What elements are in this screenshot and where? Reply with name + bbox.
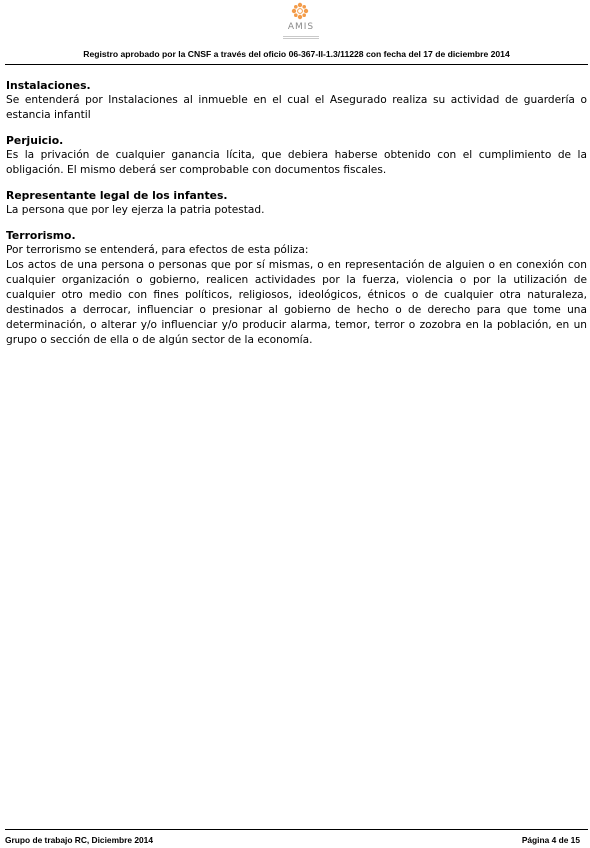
section-perjuicio [6, 133, 587, 178]
section-terrorismo [6, 228, 587, 348]
footer-divider [5, 829, 588, 830]
header-divider [5, 64, 588, 65]
section-representante-legal [6, 188, 587, 218]
section-paragraph: Se entenderá por Instalaciones al inmueble en el cual el Asegurado realiza su actividad de guardería o estancia infantil [6, 94, 587, 121]
logo-tagline [279, 35, 323, 39]
section-paragraph: La persona que por ley ejerza la patria potestad. [6, 204, 265, 216]
footer-group: Grupo de trabajo RC, Diciembre 2014 [5, 835, 154, 845]
section-instalaciones [6, 78, 587, 123]
section-title: Representante legal de los infantes. [6, 189, 228, 202]
page-number: Página 4 de 15 [521, 835, 580, 845]
section-title: Terrorismo. [6, 229, 76, 242]
section-title: Instalaciones. [6, 79, 91, 92]
section-paragraph: Es la privación de cualquier ganancia lícita, que debiera haberse obtenido con el cumplimiento de la obligación. El mismo deberá ser comprobable con documentos fiscales. [6, 149, 587, 176]
document-body [6, 78, 587, 358]
registration-header: Registro aprobado por la CNSF a través del oficio 06-367-II-1.3/11228 con fecha del 17 de diciembre 2014 [83, 49, 510, 59]
logo-text: AMIS [287, 22, 315, 32]
section-paragraph: Los actos de una persona o personas que por sí mismas, o en representación de alguien o en conexión con cualquier organización o gobierno, realicen actividades por la fuerza, violencia o por la utilización de cualquier otro medio con fines políticos, religiosos, ideológicos, étnicos o de cualquier otra naturaleza, destinados a derrocar, influenciar o presionar al gobierno de hecho o de derecho para que tome una determinación, o alterar y/o influenciar y/o producir alarma, temor, terror o zozobra en la población, en un grupo o sección de ella o de algún sector de la economía. [6, 259, 587, 346]
section-paragraph: Por terrorismo se entenderá, para efectos de esta póliza: [6, 244, 309, 256]
section-title: Perjuicio. [6, 134, 64, 147]
